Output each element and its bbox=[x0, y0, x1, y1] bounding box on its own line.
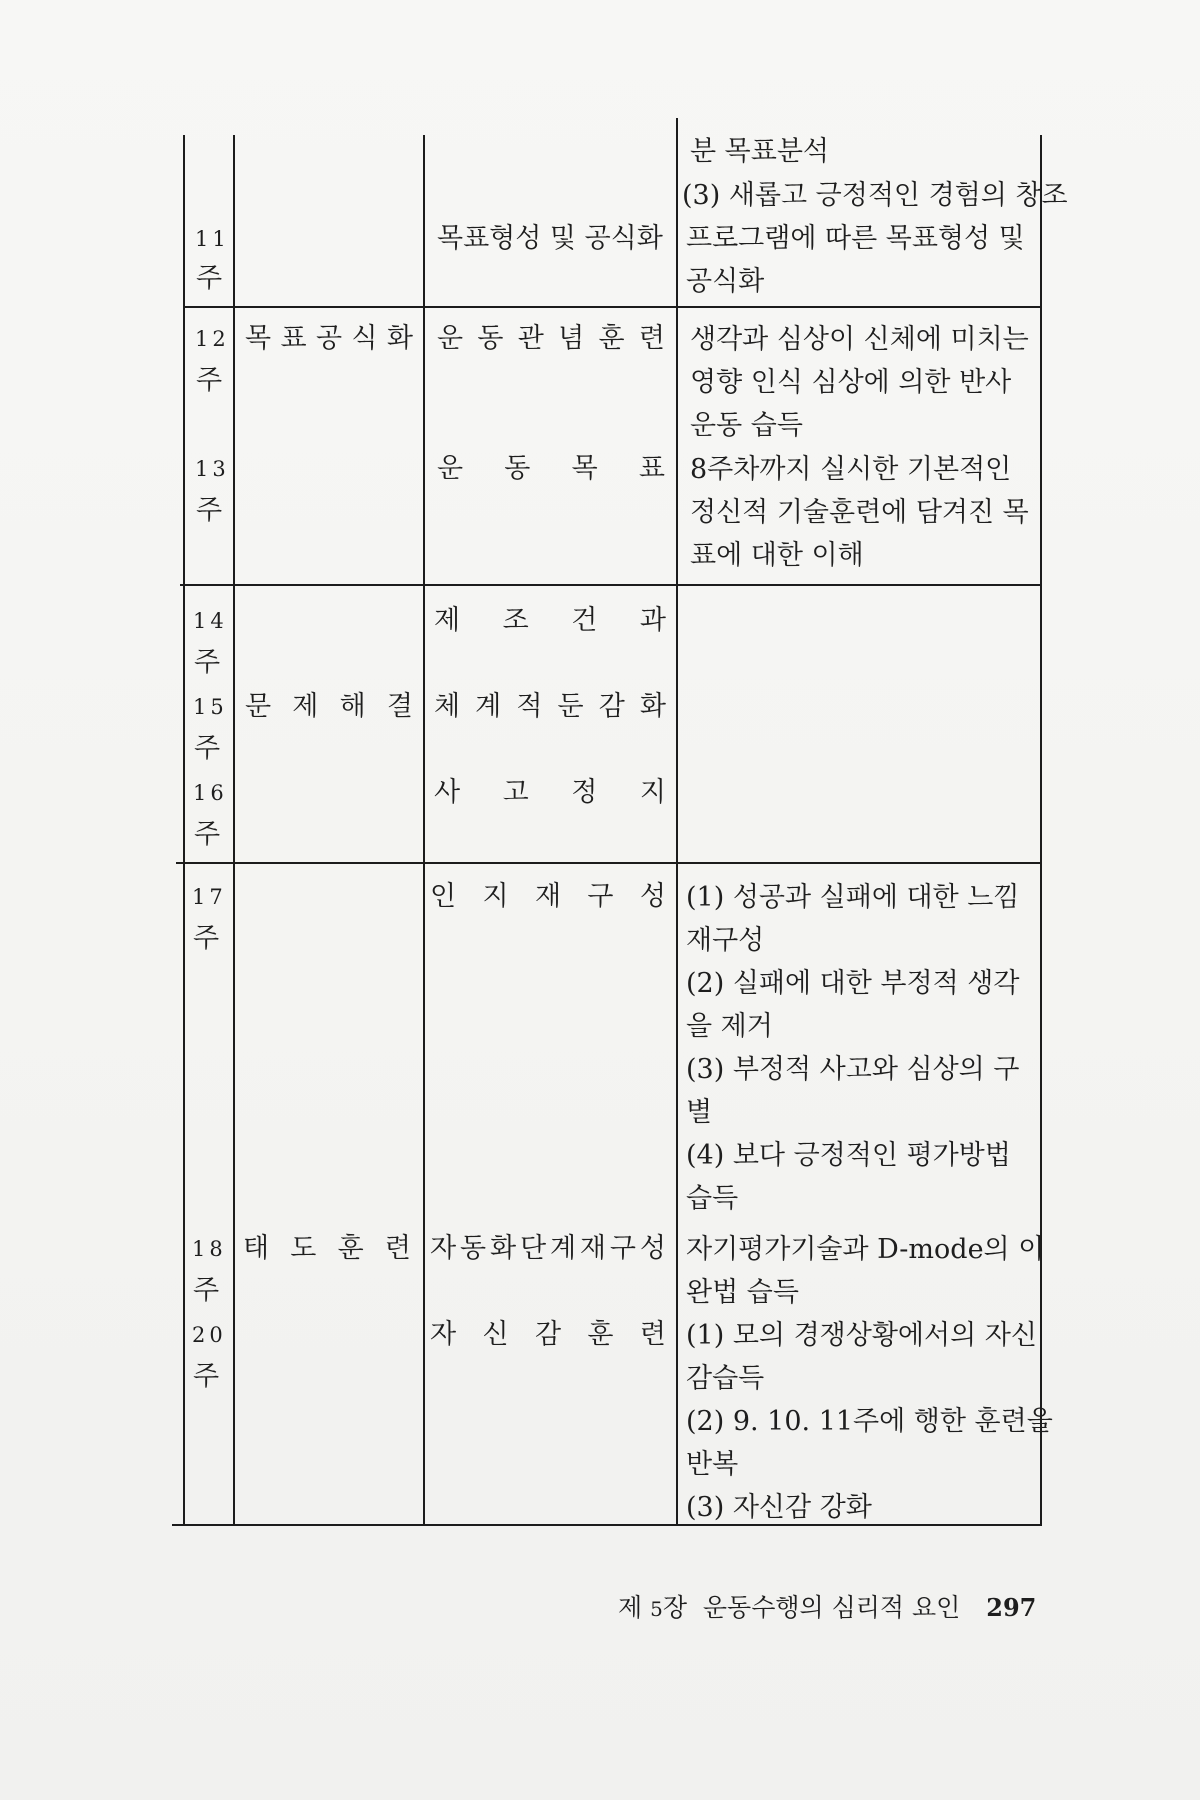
spread-char: 계 bbox=[475, 691, 502, 722]
week-number: 17 bbox=[192, 885, 227, 909]
spread-char: 표 bbox=[280, 323, 307, 354]
spread-char: 체 bbox=[434, 691, 461, 722]
spread-char: 운 bbox=[437, 323, 464, 354]
training-item bbox=[434, 686, 666, 728]
content-line: (3) 자신감 강화 bbox=[686, 1492, 872, 1523]
spread-char: 공 bbox=[315, 323, 343, 354]
spread-char: 감 bbox=[534, 1319, 562, 1350]
spread-char: 훈 bbox=[587, 1319, 614, 1350]
week-suffix: 주 bbox=[196, 495, 223, 526]
spread-char: 목 bbox=[245, 323, 272, 354]
content-line: (2) 9. 10. 11주에 행한 훈련을 bbox=[686, 1406, 1053, 1437]
spread-char: 관 bbox=[517, 323, 544, 354]
spread-char: 자 bbox=[430, 1233, 457, 1264]
spread-char: 성 bbox=[639, 1233, 666, 1264]
week-number: 14 bbox=[193, 609, 228, 633]
week-suffix: 주 bbox=[193, 923, 220, 954]
spread-char: 목 bbox=[571, 453, 598, 484]
phase-label bbox=[243, 1228, 411, 1270]
content-line: 표에 대한 이해 bbox=[690, 540, 864, 571]
spread-char: 해 bbox=[339, 691, 366, 722]
content-line: (1) 성공과 실패에 대한 느낌 bbox=[686, 882, 1020, 913]
content-line: (3) 부정적 사고와 심상의 구 bbox=[686, 1054, 1020, 1085]
content-line: 완법 습득 bbox=[686, 1277, 799, 1308]
training-item bbox=[434, 772, 666, 814]
content-line: (2) 실패에 대한 부정적 생각 bbox=[686, 968, 1020, 999]
training-item: 목표형성 및 공식화 bbox=[437, 223, 663, 254]
week-number: 12 bbox=[195, 327, 230, 351]
table-divider-phase bbox=[423, 135, 425, 1525]
spread-char: 련 bbox=[639, 1319, 666, 1350]
content-line: 정신적 기술훈련에 담겨진 목 bbox=[690, 497, 1029, 528]
row-divider-2 bbox=[180, 584, 1042, 586]
spread-char: 련 bbox=[638, 323, 665, 354]
content-line: 습득 bbox=[686, 1183, 739, 1214]
chapter-suffix: 장 bbox=[662, 1593, 687, 1622]
content-line: (1) 모의 경쟁상황에서의 자신 bbox=[686, 1320, 1037, 1351]
training-item bbox=[430, 1228, 666, 1270]
training-item bbox=[430, 876, 666, 918]
table-divider-items bbox=[676, 118, 678, 1525]
training-item bbox=[437, 318, 665, 360]
row-divider-3 bbox=[176, 862, 1042, 864]
content-line: 반복 bbox=[686, 1449, 739, 1480]
training-item bbox=[434, 600, 666, 642]
content-line: 공식화 bbox=[686, 266, 765, 297]
content-line: 감습득 bbox=[686, 1363, 765, 1394]
spread-char: 동 bbox=[504, 453, 531, 484]
page-footer bbox=[618, 1588, 1036, 1624]
spread-char: 결 bbox=[386, 691, 413, 722]
spread-char: 화 bbox=[386, 323, 413, 354]
spread-char: 문 bbox=[245, 691, 272, 722]
spread-char: 식 bbox=[351, 323, 378, 354]
content-line: 을 제거 bbox=[686, 1011, 773, 1042]
spread-char: 화 bbox=[639, 691, 666, 722]
spread-char: 화 bbox=[489, 1233, 517, 1264]
spread-char: 동 bbox=[459, 1233, 487, 1264]
spread-char: 련 bbox=[384, 1233, 411, 1264]
content-line: 별 bbox=[686, 1097, 713, 1128]
spread-char: 조 bbox=[502, 605, 529, 636]
week-number: 18 bbox=[192, 1237, 227, 1261]
spread-char: 지 bbox=[639, 777, 666, 808]
spread-char: 자 bbox=[430, 1319, 457, 1350]
spread-char: 둔 bbox=[557, 691, 584, 722]
content-line: (3) 새롭고 긍정적인 경험의 창조 bbox=[682, 180, 1068, 211]
table-border-bottom bbox=[172, 1524, 1042, 1526]
spread-char: 제 bbox=[434, 605, 461, 636]
phase-label bbox=[245, 318, 413, 360]
spread-char: 적 bbox=[516, 691, 543, 722]
spread-char: 제 bbox=[292, 691, 319, 722]
page-number: 297 bbox=[986, 1593, 1037, 1622]
spread-char: 사 bbox=[434, 777, 461, 808]
week-number: 20 bbox=[192, 1323, 227, 1347]
spread-char: 건 bbox=[571, 605, 598, 636]
row-divider-1 bbox=[183, 306, 1042, 308]
spread-char: 동 bbox=[477, 323, 504, 354]
week-suffix: 주 bbox=[194, 733, 221, 764]
training-item bbox=[437, 448, 665, 490]
table-border-left bbox=[183, 135, 185, 1525]
spread-char: 표 bbox=[638, 453, 665, 484]
chapter-title: 운동수행의 심리적 요인 bbox=[702, 1593, 961, 1622]
spread-char: 도 bbox=[290, 1233, 317, 1264]
spread-char: 단 bbox=[519, 1233, 547, 1264]
chapter-number: 5 bbox=[650, 1597, 663, 1621]
spread-char: 념 bbox=[558, 323, 585, 354]
spread-char: 성 bbox=[639, 881, 666, 912]
content-line: 영향 인식 심상에 의한 반사 bbox=[690, 367, 1012, 398]
content-line: 분 목표분석 bbox=[690, 136, 829, 167]
spread-char: 훈 bbox=[337, 1233, 364, 1264]
spread-char: 지 bbox=[482, 881, 509, 912]
week-number: 11 bbox=[195, 227, 230, 251]
phase-label bbox=[245, 686, 413, 728]
week-number: 16 bbox=[193, 781, 228, 805]
spread-char: 과 bbox=[639, 605, 666, 636]
week-number: 15 bbox=[193, 695, 228, 719]
spread-char: 태 bbox=[243, 1233, 270, 1264]
spread-char: 재 bbox=[534, 881, 562, 912]
training-item bbox=[430, 1314, 666, 1356]
content-line: 프로그램에 따른 목표형성 및 bbox=[686, 223, 1025, 254]
content-line: 자기평가기술과 D-mode의 이 bbox=[686, 1234, 1045, 1265]
week-suffix: 주 bbox=[196, 263, 223, 294]
spread-char: 감 bbox=[598, 691, 625, 722]
spread-char: 계 bbox=[549, 1233, 577, 1264]
table-divider-week bbox=[233, 135, 235, 1525]
spread-char: 신 bbox=[482, 1319, 509, 1350]
spread-char: 재 bbox=[579, 1233, 607, 1264]
content-line: (4) 보다 긍정적인 평가방법 bbox=[686, 1140, 1011, 1171]
spread-char: 구 bbox=[587, 881, 614, 912]
week-suffix: 주 bbox=[193, 1361, 220, 1392]
spread-char: 고 bbox=[502, 777, 529, 808]
week-suffix: 주 bbox=[194, 819, 221, 850]
content-line: 운동 습득 bbox=[690, 410, 803, 441]
spread-char: 인 bbox=[430, 881, 457, 912]
week-suffix: 주 bbox=[196, 365, 223, 396]
spread-char: 구 bbox=[609, 1233, 636, 1264]
content-line: 재구성 bbox=[686, 925, 765, 956]
content-line: 8주차까지 실시한 기본적인 bbox=[690, 454, 1012, 485]
week-suffix: 주 bbox=[193, 1275, 220, 1306]
chapter-prefix: 제 bbox=[618, 1593, 643, 1622]
spread-char: 운 bbox=[437, 453, 464, 484]
week-suffix: 주 bbox=[194, 647, 221, 678]
table-border-right bbox=[1040, 135, 1042, 1525]
content-line: 생각과 심상이 신체에 미치는 bbox=[690, 324, 1029, 355]
spread-char: 훈 bbox=[598, 323, 625, 354]
spread-char: 정 bbox=[571, 777, 598, 808]
week-number: 13 bbox=[195, 457, 230, 481]
